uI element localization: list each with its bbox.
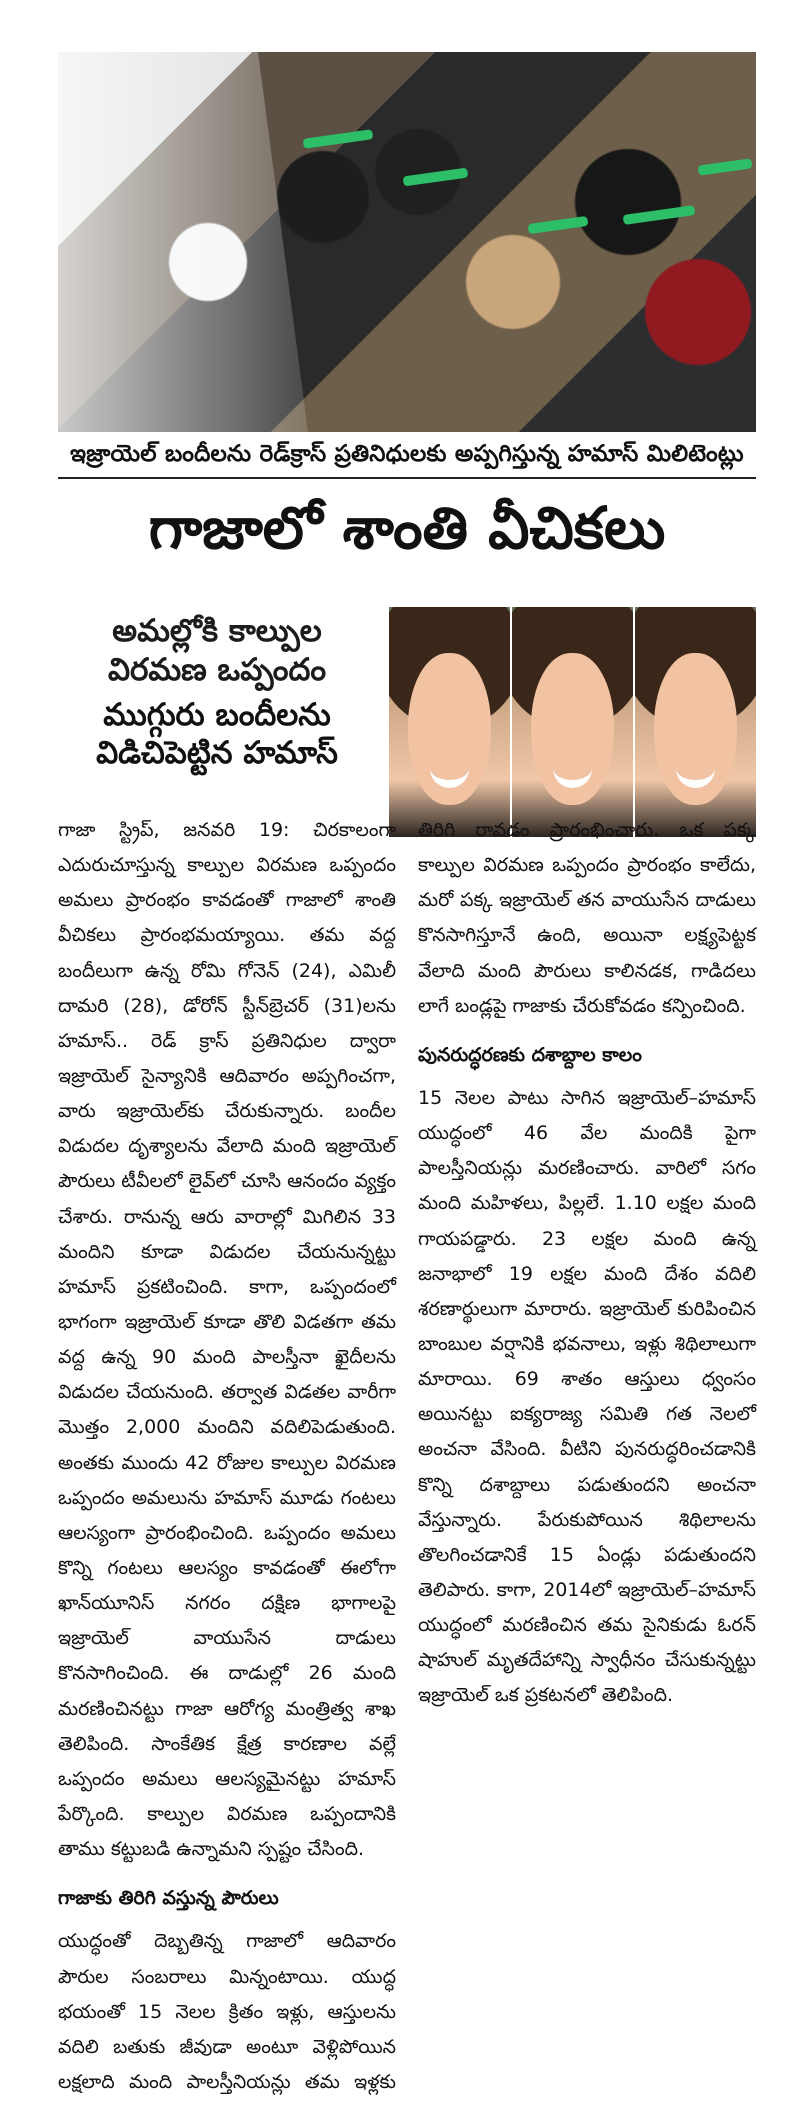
subhead-line-1: అమల్లోకి కాల్పుల విరమణ ఒప్పందం [107, 613, 327, 688]
released-hostages-portraits [389, 607, 756, 837]
headband [528, 216, 589, 234]
article-paragraph: యుద్ధంతో దెబ్బతిన్న గాజాలో ఆదివారం పౌరుల సంబరాలు మిన్నంటాయి. యుద్ధ భయంతో 15 నెలల క్రితం ఇళ్లు, ఆస్తులను వదిలి బతుకు జీవుడా అంటూ వెళ్లిపోయిన లక్షలాది మంది పాలస్తీనియన్లు తమ ఇళ్లకు తిరిగి రావడం ప్రారంభించారు. ఒక పక్క కాల్పుల విరమణ ఒప్పందం ప్రారంభం కాలేదు, మరో పక్క ఇజ్రాయెల్ తన వాయుసేన దాడులు కొనసాగిస్తూనే ఉంది, అయినా లక్ష్యపెట్టక వేలాది మంది పౌరులు కాలినడక, గాడిదలు లాగే బండ్లపై గాజాకు చేరుకోవడం కన్పించింది. [58, 819, 756, 2093]
portrait [635, 607, 756, 837]
crosshead: పునరుద్ధరణకు దశాబ్దాల కాలం [418, 1043, 642, 1066]
subhead-line-2: ముగ్గురు బందీలను విడిచిపెట్టిన హమాస్ [96, 696, 338, 772]
portrait [512, 607, 633, 837]
headband [623, 205, 696, 225]
crosshead: గాజాకు తిరిగి వస్తున్న పౌరులు [58, 1887, 279, 1910]
headband [698, 158, 753, 175]
headband [303, 129, 374, 149]
portrait [389, 607, 510, 837]
headband [403, 168, 469, 187]
headline: గాజాలో శాంతి వీచికలు [148, 493, 666, 562]
hostage-release-photo [58, 52, 756, 432]
article-paragraph: గాజా స్ట్రిప్, జనవరి 19: చిరకాలంగా ఎదురుచూస్తున్న కాల్పుల విరమణ ఒప్పందం అమలు ప్రారంభం కావడంతో గాజాలో శాంతి వీచికలు ప్రారంభమయ్యాయి. తమ వద్ద బందీలుగా ఉన్న రోమి గోనెన్ (24), ఎమిలీ దామరి (28), డోరోన్ స్టీన్‌బ్రెచర్ (31)లను హమాస్.. రెడ్ క్రాస్ ప్రతినిధుల ద్వారా ఇజ్రాయెల్ సైన్యానికి ఆదివారం అప్పగించగా, వారు ఇజ్రాయెల్‌కు చేరుకున్నారు. బందీల విడుదల దృశ్యాలను వేలాది మంది ఇజ్రాయెల్ పౌరులు టీవీలలో లైవ్‌లో చూసి ఆనందం వ్యక్తం చేశారు. రానున్న ఆరు వారాల్లో మిగిలిన 33 మందిని కూడా విడుదల చేయనున్నట్టు హమాస్ ప్రకటించింది. కాగా, ఒప్పందంలో భాగంగా ఇజ్రాయెల్ కూడా తొలి విడతగా తమ వద్ద ఉన్న 90 మంది పాలస్తీనా ఖైదీలను విడుదల చేయనుంది. తర్వాత విడతల వారీగా మొత్తం 2,000 మందిని వదిలిపెడుతుంది. అంతకు ముందు 42 రోజుల కాల్పుల విరమణ ఒప్పందం అమలును హమాస్ మూడు గంటలు ఆలస్యంగా ప్రారంభించింది. ఒప్పందం అమలు కొన్ని గంటలు ఆలస్యం కావడంతో ఈలోగా ఖాన్‌యూనిస్ నగరం దక్షిణ భాగాలపై ఇజ్రాయెల్ వాయుసేన దాడులు కొనసాగించింది. ఈ దాడుల్లో 26 మంది మరణించినట్టు గాజా ఆరోగ్య మంత్రిత్వ శాఖ తెలిపింది. సాంకేతిక క్షేత్ర కారణాల వల్లే ఒప్పందం అమలు ఆలస్యమైనట్టు హమాస్ పేర్కొంది. కాల్పుల విరమణ ఒప్పందానికి తాము కట్టుబడి ఉన్నామని స్పష్టం చేసింది. [58, 819, 396, 1861]
subhead [58, 612, 376, 807]
photo-caption: ఇజ్రాయెల్ బందీలను రెడ్‌క్రాస్ ప్రతినిధులకు అప్పగిస్తున్న హమాస్ మిలిటెంట్లు [58, 437, 756, 479]
article-paragraph: 15 నెలల పాటు సాగిన ఇజ్రాయెల్–హమాస్ యుద్ధంలో 46 వేల మందికి పైగా పాలస్తీనియన్లు మరణించారు. వారిలో సగం మంది మహిళలు, పిల్లలే. 1.10 లక్షల మంది గాయపడ్డారు. 23 లక్షల మంది ఉన్న జనాభాలో 19 లక్షల మంది దేశం వదిలి శరణార్థులుగా మారారు. ఇజ్రాయెల్ కురిపించిన బాంబుల వర్షానికి భవనాలు, ఇళ్లు శిథిలాలుగా మారాయి. 69 శాతం ఆస్తులు ధ్వంసం అయినట్టు ఐక్యరాజ్య సమితి గత నెలలో అంచనా వేసింది. వీటిని పునరుద్ధరించడానికి కొన్ని దశాబ్దాలు పడుతుందని అంచనా వేస్తున్నారు. పేరుకుపోయిన శిథిలాలను తొలగించడానికే 15 ఏండ్లు పడుతుందని తెలిపారు. కాగా, 2014లో ఇజ్రాయెల్–హమాస్ యుద్ధంలో మరణించిన తమ సైనికుడు ఓరన్ షాహుల్ మృతదేహాన్ని స్వాధీనం చేసుకున్నట్టు ఇజ్రాయెల్ ఒక ప్రకటనలో తెలిపింది. [418, 1086, 756, 1707]
article-body [58, 813, 756, 2121]
